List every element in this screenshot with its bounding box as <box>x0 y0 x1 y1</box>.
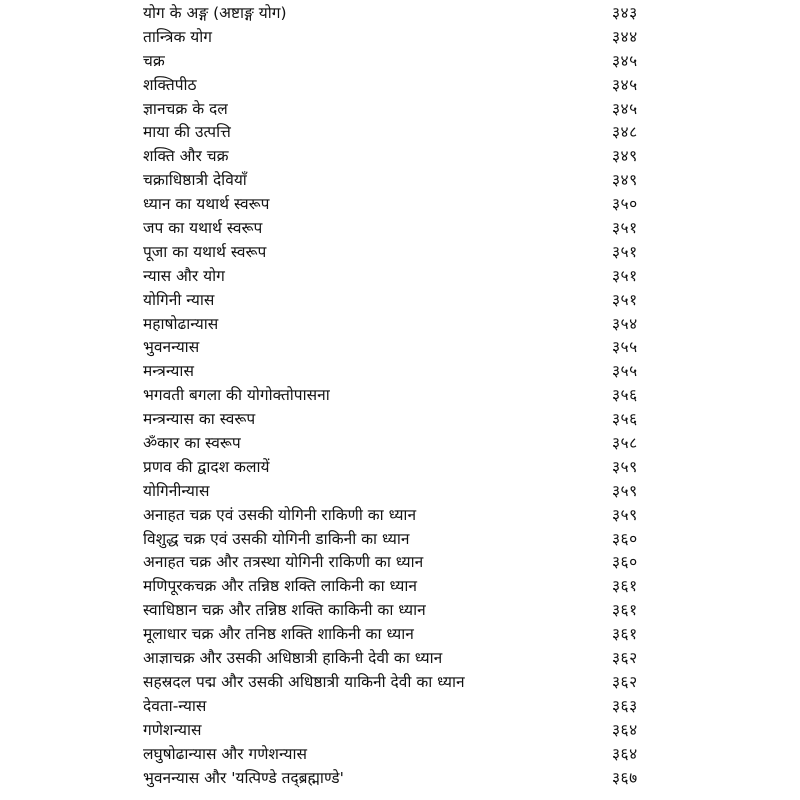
toc-entry-title: योग के अङ्ग (अष्टाङ्ग योग) <box>143 4 287 22</box>
toc-entry <box>0 551 800 575</box>
toc-entry <box>0 432 800 456</box>
toc-entry-page: ३६२ <box>612 672 638 691</box>
toc-entry-title: योगिनीन्यास <box>143 481 210 500</box>
toc-entry-page: ३४९ <box>612 171 638 190</box>
toc-entry <box>0 193 800 217</box>
toc-entry-page: ३४५ <box>612 75 638 94</box>
toc-entry <box>0 121 800 145</box>
toc-entry-title: योगिनी न्यास <box>143 290 215 309</box>
toc-entry-page: ३६४ <box>612 720 638 739</box>
toc-entry-page: ३६२ <box>612 649 638 668</box>
toc-entry <box>0 623 800 647</box>
toc-entry-title: जप का यथार्थ स्वरूप <box>143 219 263 238</box>
toc-entry <box>0 743 800 767</box>
toc-entry-title: माया की उत्पत्ति <box>143 123 231 142</box>
toc-entry-page: ३५० <box>612 195 638 214</box>
toc-entry-page: ३६३ <box>612 696 638 715</box>
toc-entry-title: पूजा का यथार्थ स्वरूप <box>143 242 267 261</box>
toc-entry-page: ३६७ <box>612 768 638 787</box>
toc-entry-title: अनाहत चक्र और तत्रस्था योगिनी राकिणी का ध्यान <box>143 553 424 572</box>
toc-entry-page: ३५१ <box>612 242 638 261</box>
toc-entry-title: महाषोढान्यास <box>143 314 219 333</box>
toc-entry <box>0 408 800 432</box>
toc-entry-title: लघुषोढान्यास और गणेशन्यास <box>143 744 308 763</box>
toc-entry <box>0 528 800 552</box>
toc-entry-title: विशुद्ध चक्र एवं उसकी योगिनी डाकिनी का ध्यान <box>143 529 410 548</box>
toc-entry <box>0 265 800 289</box>
toc-entry-title: चक्राधिष्ठात्री देवियाँ <box>143 171 247 190</box>
toc-entry-title: न्यास और योग <box>143 266 225 285</box>
toc-entry <box>0 313 800 337</box>
toc-entry-page: ३५६ <box>612 410 638 429</box>
toc-entry-page: ३६० <box>612 529 638 548</box>
toc-entry <box>0 169 800 193</box>
toc-entry-title: मूलाधार चक्र और तनिष्ठ शक्ति शाकिनी का ध्यान <box>143 625 414 644</box>
toc-entry-page: ३४४ <box>612 27 638 46</box>
toc-entry-title: गणेशन्यास <box>143 720 202 739</box>
toc-entry-title: सहस्रदल पद्म और उसकी अधिष्ठात्री याकिनी देवी का ध्यान <box>143 672 465 691</box>
toc-entry-page: ३५१ <box>612 290 638 309</box>
toc-entry-page: ३६१ <box>612 601 638 620</box>
toc-entry <box>0 719 800 743</box>
toc-entry-title: प्रणव की द्वादश कलायें <box>143 457 270 476</box>
toc-entry-title: मन्त्रन्यास <box>143 362 194 381</box>
toc-entry <box>0 599 800 623</box>
toc-entry-page: ३४८ <box>612 123 638 142</box>
toc-entry-title: शक्ति और चक्र <box>143 147 229 166</box>
toc-entry <box>0 671 800 695</box>
toc-entry-title: मन्त्रन्यास का स्वरूप <box>143 410 256 429</box>
toc-entry <box>0 767 800 791</box>
toc-entry-page: ३५५ <box>612 338 638 357</box>
toc-entry-title: भुवनन्यास <box>143 338 200 357</box>
toc-entry-page: ३५९ <box>612 481 638 500</box>
toc-entry-title: चक्र <box>143 51 165 70</box>
toc-entry-page: ३६१ <box>612 577 638 596</box>
toc-entry-page: ३४५ <box>612 99 638 118</box>
toc-entry <box>0 50 800 74</box>
toc-entry <box>0 647 800 671</box>
toc-entry <box>0 575 800 599</box>
toc-entry-page: ३४३ <box>612 4 638 22</box>
toc-entry-page: ३५१ <box>612 219 638 238</box>
toc-entry-page: ३५६ <box>612 386 638 405</box>
toc-entry-page: ३६४ <box>612 744 638 763</box>
toc-entry <box>0 289 800 313</box>
toc-entry-title: मणिपूरकचक्र और तन्निष्ठ शक्ति लाकिनी का ध्यान <box>143 577 417 596</box>
toc-entry-title: भगवती बगला की योगोक्तोपासना <box>143 386 330 405</box>
toc-entry-title: ज्ञानचक्र के दल <box>143 99 228 118</box>
toc-entry <box>0 217 800 241</box>
toc-entry <box>0 360 800 384</box>
toc-entry <box>0 384 800 408</box>
toc-entry-page: ३५८ <box>612 434 638 453</box>
toc-entry-page: ३५९ <box>612 505 638 524</box>
toc-entry-page: ३४५ <box>612 51 638 70</box>
toc-entry-title: आज्ञाचक्र और उसकी अधिष्ठात्री हाकिनी देवी का ध्यान <box>143 649 443 668</box>
toc-entry <box>0 145 800 169</box>
toc-entry-title: ध्यान का यथार्थ स्वरूप <box>143 195 270 214</box>
toc-entry <box>0 74 800 98</box>
toc-entry-page: ३४९ <box>612 147 638 166</box>
toc-entry-page: ३५४ <box>612 314 638 333</box>
toc-entry-page: ३६१ <box>612 625 638 644</box>
toc-entry-title: तान्त्रिक योग <box>143 27 213 46</box>
toc-entry <box>0 504 800 528</box>
toc-entry-title: भुवनन्यास और 'यत्पिण्डे तद्ब्रह्माण्डे' <box>143 768 344 787</box>
toc-entry <box>0 480 800 504</box>
toc-entry-page: ३५९ <box>612 457 638 476</box>
toc-entry <box>0 2 800 26</box>
toc-entry-page: ३५५ <box>612 362 638 381</box>
toc-entry <box>0 26 800 50</box>
toc-entry-title: अनाहत चक्र एवं उसकी योगिनी राकिणी का ध्यान <box>143 505 417 524</box>
toc-entry-title: देवता-न्यास <box>143 696 207 715</box>
toc-entry-title: स्वाधिष्ठान चक्र और तन्निष्ठ शक्ति काकिनी का ध्यान <box>143 601 426 620</box>
toc-entry-title: ॐकार का स्वरूप <box>143 434 241 453</box>
toc-entry-page: ३६० <box>612 553 638 572</box>
toc-entry-title: शक्तिपीठ <box>143 75 197 94</box>
toc-entry-page: ३५१ <box>612 266 638 285</box>
toc-entry <box>0 98 800 122</box>
toc-entry <box>0 695 800 719</box>
toc-entry <box>0 336 800 360</box>
toc-entry <box>0 456 800 480</box>
toc-entry <box>0 241 800 265</box>
